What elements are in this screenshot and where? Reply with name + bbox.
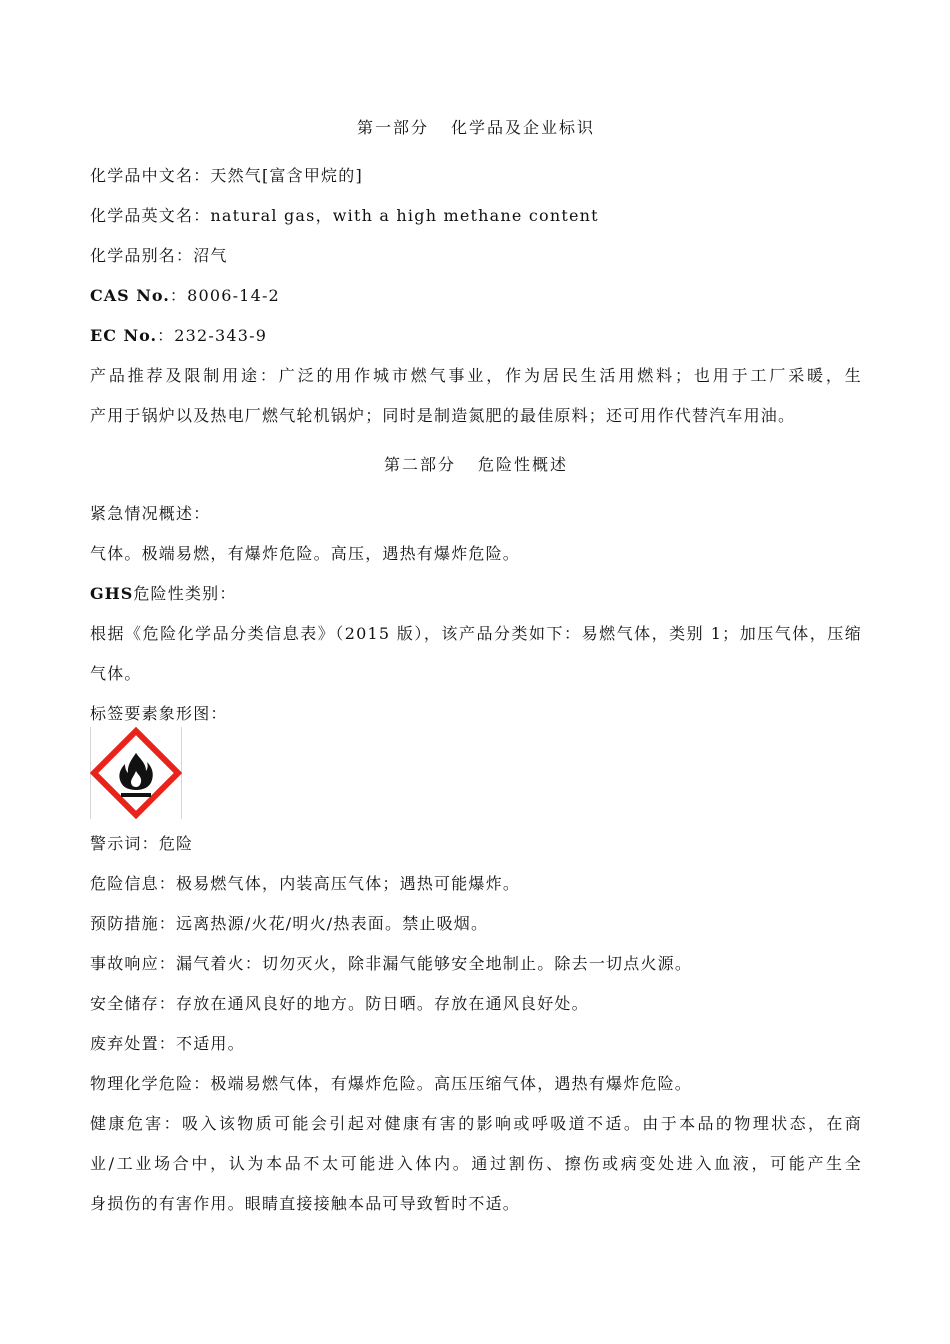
ghs-line-2: 气体。 [90, 664, 142, 683]
signal-word-value: 危险 [158, 834, 194, 853]
section-heading-1: 第一部分 化学品及企业标识 [356, 118, 596, 137]
response-line [90, 954, 862, 974]
cas-value: 8006-14-2 [187, 286, 280, 305]
section-heading-2: 第二部分 危险性概述 [383, 455, 569, 474]
cas-label: CAS No. [90, 286, 170, 305]
storage-line [90, 994, 862, 1014]
emergency-label: 紧急情况概述： [90, 504, 211, 523]
ghs-flame-icon [90, 727, 182, 819]
health-hazard-line-1: 健康危害：吸入该物质可能会引起对健康有害的影响或呼吸道不适。由于本品的物理状态，在商 [90, 1114, 862, 1133]
signal-word-line [90, 834, 862, 854]
usage-line-1: 产品推荐及限制用途：广泛的用作城市燃气事业，作为居民生活用燃料；也用于工厂采暖，生 [90, 366, 862, 385]
physical-hazard-value: 极端易燃气体，有爆炸危险。高压压缩气体，遇热有爆炸危险。 [210, 1074, 693, 1093]
usage-line-2: 产用于锅炉以及热电厂燃气轮机锅炉；同时是制造氮肥的最佳原料；还可用作代替汽车用油。 [90, 406, 796, 425]
hazard-info-value: 极易燃气体，内装高压气体；遇热可能爆炸。 [176, 874, 521, 893]
alias-value: 沼气 [193, 246, 228, 265]
ghs-line-1: 根据《危险化学品分类信息表》（2015 版），该产品分类如下：易燃气体，类别 1；加压气体，压缩 [90, 624, 862, 643]
physical-hazard-line [90, 1074, 862, 1094]
disposal-line [90, 1034, 862, 1054]
prevention-value: 远离热源/火花/明火/热表面。禁止吸烟。 [176, 914, 489, 933]
health-hazard-line-3: 身损伤的有害作用。眼睛直接接触本品可导致暂时不适。 [90, 1194, 521, 1213]
ec-value: 232-343-9 [174, 326, 268, 345]
alias-line [90, 246, 862, 266]
storage-value: 存放在通风良好的地方。防日晒。存放在通风良好处。 [176, 994, 589, 1013]
disposal-label: 废弃处置： [90, 1034, 177, 1053]
disposal-value: 不适用。 [176, 1034, 245, 1053]
prevention-label: 预防措施： [90, 914, 177, 933]
english-name-line [90, 206, 862, 226]
health-hazard-line-2: 业/工业场合中，认为本品不太可能进入体内。通过割伤、擦伤或病变处进入血液，可能产生全 [90, 1154, 862, 1173]
cas-line: CAS No.：8006-14-2 [90, 286, 280, 305]
chinese-name-label: 化学品中文名： [90, 166, 211, 185]
prevention-line [90, 914, 862, 934]
physical-hazard-label: 物理化学危险： [90, 1074, 211, 1093]
hazard-info-label: 危险信息： [90, 874, 177, 893]
emergency-text: 气体。极端易燃，有爆炸危险。高压，遇热有爆炸危险。 [90, 544, 521, 563]
ghs-label-bold: GHS [90, 584, 134, 603]
ec-line: EC No.：232-343-9 [90, 326, 268, 345]
ghs-label-line: GHS危险性类别： [90, 584, 237, 603]
pictogram-label: 标签要素象形图： [90, 704, 228, 723]
chinese-name-value: 天然气[富含甲烷的] [210, 166, 363, 185]
english-name-value: natural gas，with a high methane content [210, 206, 599, 225]
hazard-info-line [90, 874, 862, 894]
ec-label: EC No. [90, 326, 158, 345]
response-value: 漏气着火：切勿灭火，除非漏气能够安全地制止。除去一切点火源。 [176, 954, 693, 973]
english-name-label: 化学品英文名： [90, 206, 211, 225]
response-label: 事故响应： [90, 954, 177, 973]
signal-word-label: 警示词： [90, 834, 159, 853]
alias-label: 化学品别名： [90, 246, 194, 265]
storage-label: 安全储存： [90, 994, 177, 1013]
chinese-name-line [90, 166, 862, 186]
